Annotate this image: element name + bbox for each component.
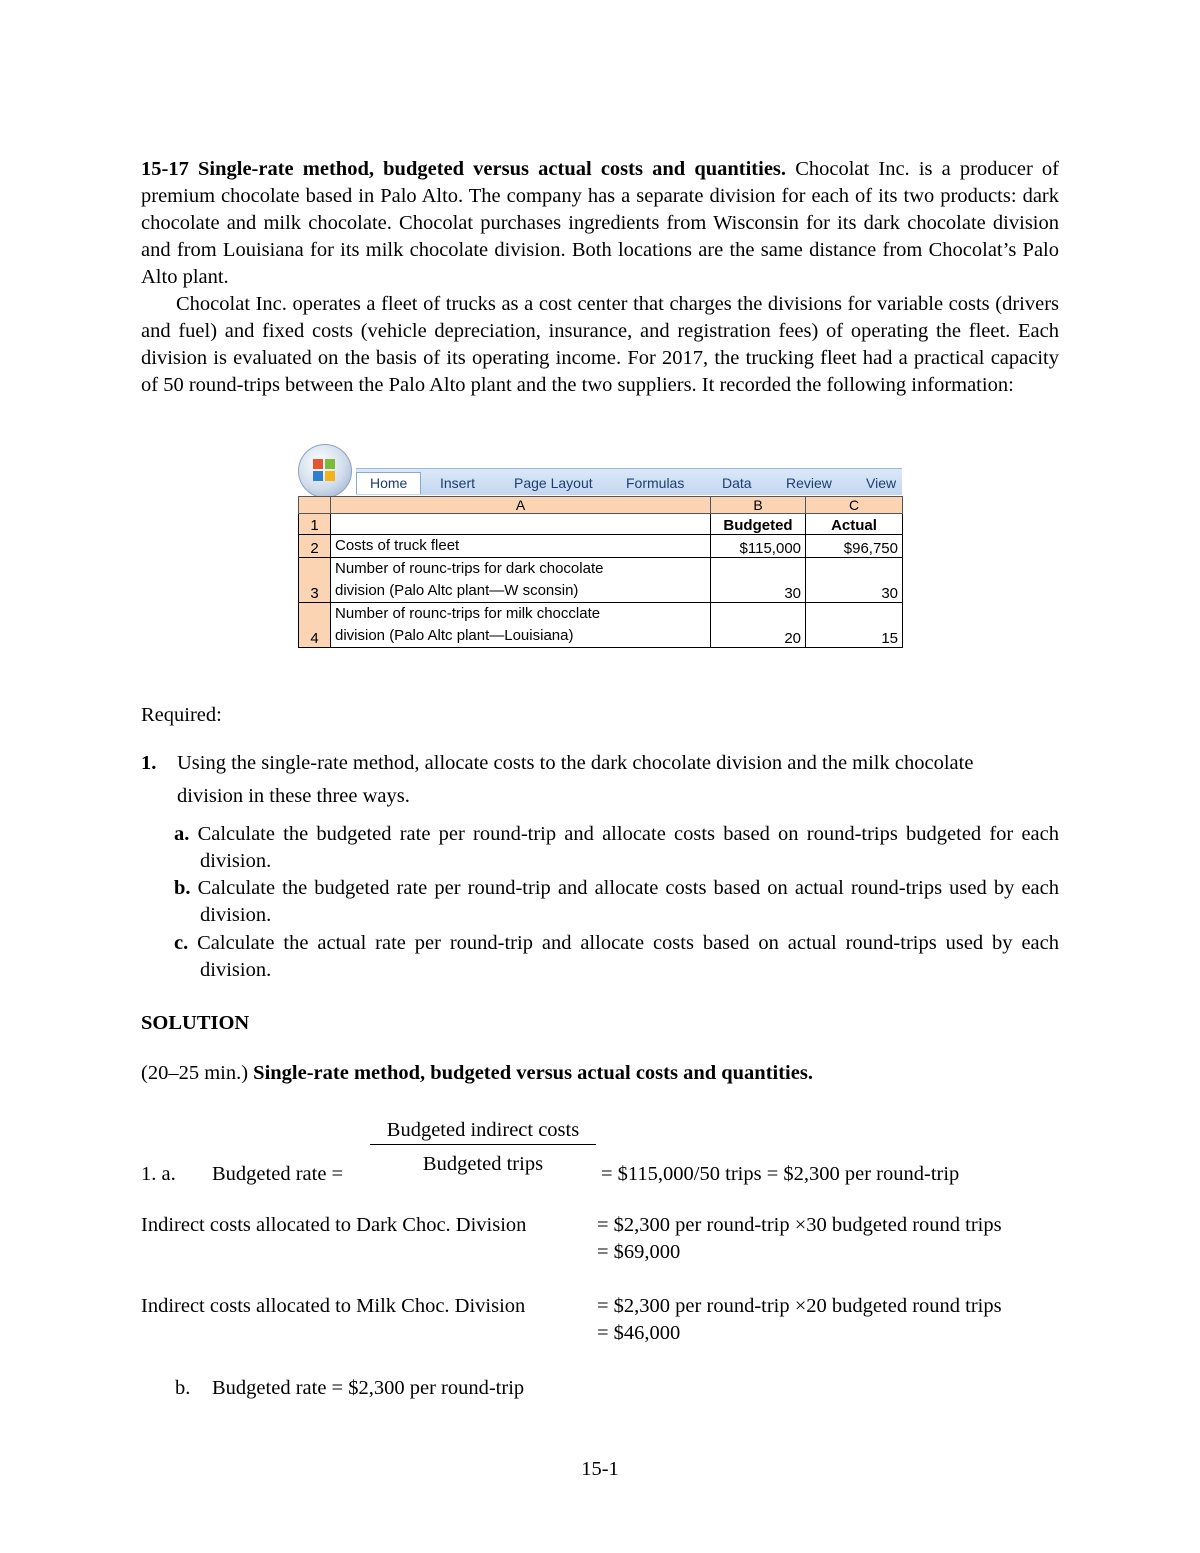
cell-label-line: division (Palo Altc plant—W sconsin): [335, 582, 579, 599]
question-1c: [174, 930, 1059, 984]
question-1-number: 1.: [141, 752, 157, 774]
tab-review[interactable]: Review: [786, 475, 832, 491]
tab-view[interactable]: View: [866, 475, 897, 491]
question-1-text: Using the single-rate method, allocate costs to the dark chocolate division and the milk chocolate division in these three ways.: [177, 752, 974, 807]
office-logo-icon: [313, 459, 337, 483]
milk-division-result: = $46,000: [597, 1322, 681, 1344]
question-1b: [174, 875, 1059, 929]
solution-title: Single-rate method, budgeted versus actual costs and quantities.: [248, 1062, 813, 1084]
part-text: Calculate the budgeted rate per round-trip and allocate costs based on actual round-trips used by each division.: [190, 877, 1059, 926]
cell-actual-header[interactable]: Actual: [806, 514, 903, 535]
table-row: [299, 603, 903, 648]
column-header-b[interactable]: B: [711, 497, 806, 514]
row-number[interactable]: 4: [299, 603, 331, 648]
page-number: 15-1: [581, 1458, 619, 1480]
dark-division-calc: = $2,300 per round-trip ×30 budgeted round trips: [597, 1214, 1002, 1236]
spreadsheet-image: [298, 444, 902, 660]
cell-budgeted-value[interactable]: $115,000: [711, 535, 806, 558]
tab-insert[interactable]: Insert: [440, 475, 476, 491]
cell-label-line: Number of rounc-trips for milk chocclate: [335, 605, 601, 622]
problem-paragraph-2: Chocolat Inc. operates a fleet of trucks as a cost center that charges the divisions for variable costs (drivers and fuel) and fixed costs (vehicle depreciation, insurance, and registration fees) of operating the fleet. Each division is evaluated on the basis of its operating income. For 2017, the trucking fleet had a practical capacity of 50 round-trips between the Palo Alto plant and the two suppliers. It recorded the following information:: [141, 293, 1059, 396]
row-number[interactable]: 3: [299, 558, 331, 603]
table-row: [299, 558, 903, 603]
milk-division-calc: = $2,300 per round-trip ×20 budgeted round trips: [597, 1295, 1002, 1317]
line-1b-prefix: b.: [175, 1377, 191, 1399]
part-text: Calculate the actual rate per round-trip and allocate costs based on actual round-trips used by each division.: [188, 932, 1059, 981]
cell-label-line: division (Palo Altc plant—Louisiana): [335, 627, 574, 644]
spreadsheet-grid: [298, 496, 903, 648]
part-letter: c.: [174, 932, 189, 954]
problem-intro-paragraph: [141, 156, 1059, 291]
dark-division-result: = $69,000: [597, 1241, 681, 1263]
row-number[interactable]: 2: [299, 535, 331, 558]
problem-intro-text: Chocolat Inc. is a producer of premium chocolate based in Palo Alto. The company has a separate division for each of its two products: dark chocolate and milk chocolate. Chocolat purchases ingredients from Wisconsin for its dark chocolate division and from Louisiana for its milk chocolate division. Both locations are the same distance from Chocolat’s Palo Alto plant.: [141, 158, 1060, 288]
cell-budgeted-value[interactable]: 20: [711, 603, 806, 648]
tab-page-layout[interactable]: Page Layout: [514, 475, 593, 491]
cell-actual-value[interactable]: 30: [806, 558, 903, 603]
formula-denominator: Budgeted trips: [422, 1153, 544, 1175]
line-1a-label: Budgeted rate =: [212, 1163, 344, 1185]
line-1a-result: = $115,000/50 trips = $2,300 per round-trip: [601, 1163, 960, 1185]
column-header-c[interactable]: C: [806, 497, 903, 514]
dark-division-label: Indirect costs allocated to Dark Choc. Division: [141, 1214, 527, 1236]
cell-actual-value[interactable]: $96,750: [806, 535, 903, 558]
part-text: Calculate the budgeted rate per round-trip and allocate costs based on round-trips budgeted for each division.: [189, 823, 1059, 872]
formula-numerator: Budgeted indirect costs: [370, 1119, 596, 1145]
line-1b-text: Budgeted rate = $2,300 per round-trip: [212, 1377, 525, 1399]
problem-number: 15-17: [141, 158, 189, 180]
column-header-row: [299, 497, 903, 514]
question-1a: [174, 821, 1059, 875]
office-button[interactable]: [298, 444, 352, 498]
row-number[interactable]: 1: [299, 514, 331, 535]
tab-data[interactable]: Data: [722, 475, 752, 491]
cell-a1[interactable]: [331, 514, 711, 535]
cell-label-line: Costs of truck fleet: [335, 537, 460, 554]
part-letter: b.: [174, 877, 191, 899]
tab-formulas[interactable]: Formulas: [626, 475, 685, 491]
milk-division-label: Indirect costs allocated to Milk Choc. Division: [141, 1295, 526, 1317]
solution-title-line: [141, 1062, 813, 1085]
solution-time: (20–25 min.): [141, 1062, 249, 1084]
cell-budgeted-header[interactable]: Budgeted: [711, 514, 806, 535]
line-1a-prefix: 1. a.: [141, 1163, 176, 1185]
table-row: [299, 514, 903, 535]
cell-budgeted-value[interactable]: 30: [711, 558, 806, 603]
cell-actual-value[interactable]: 15: [806, 603, 903, 648]
problem-title: Single-rate method, budgeted versus actual costs and quantities.: [198, 158, 787, 180]
cell-label[interactable]: [331, 603, 711, 648]
tab-home[interactable]: Home: [356, 472, 421, 494]
part-letter: a.: [174, 823, 190, 845]
column-header-a[interactable]: A: [331, 497, 711, 514]
table-row: [299, 535, 903, 558]
cell-label[interactable]: [331, 535, 711, 558]
cell-label[interactable]: [331, 558, 711, 603]
solution-heading: SOLUTION: [141, 1012, 250, 1034]
select-all-corner[interactable]: [299, 497, 331, 514]
cell-label-line: Number of rounc-trips for dark chocolate: [335, 560, 604, 577]
required-label: Required:: [141, 704, 222, 726]
ribbon-tab-bar: [356, 468, 902, 495]
